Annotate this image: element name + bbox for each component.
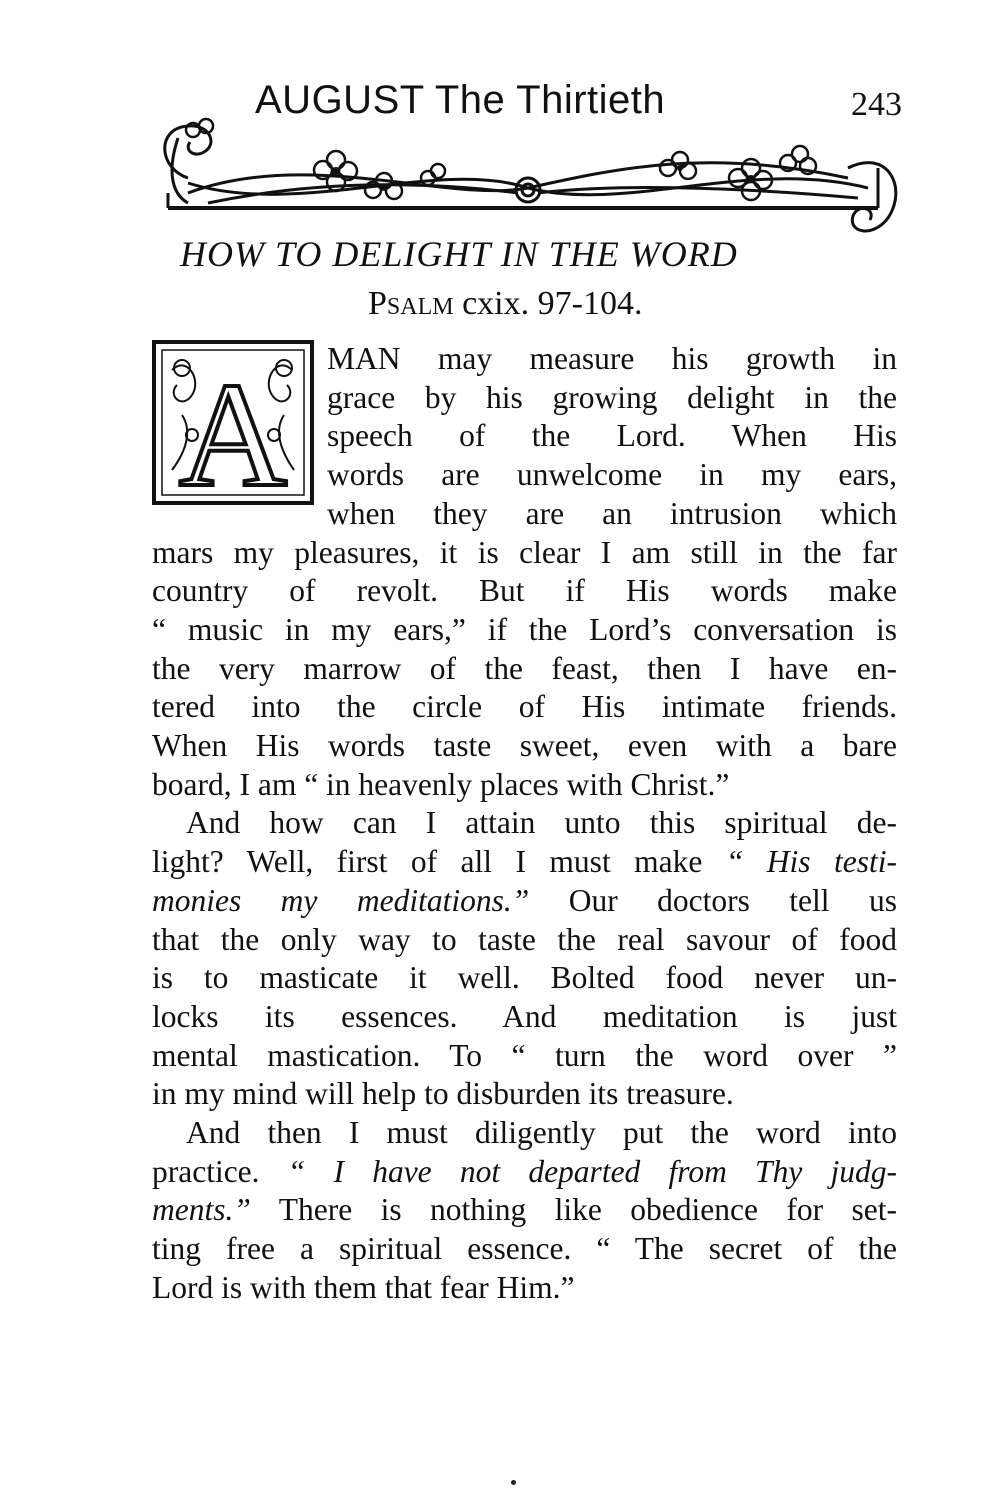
text-segment: practice.	[152, 1153, 288, 1189]
text-line: tered into the circle of His intimate friends.	[152, 689, 897, 725]
text-line	[152, 1191, 897, 1230]
text-line: in my mind will help to disburden its treasure.	[152, 1076, 734, 1112]
text-line: And then I must diligently put the word into	[186, 1115, 897, 1151]
text-segment: light? Well, first of all I must make	[152, 844, 726, 880]
drop-cap-letter: A	[178, 352, 288, 505]
text-line	[152, 882, 897, 921]
italic-quote: ments.”	[152, 1192, 251, 1228]
floral-ornament-icon	[148, 108, 900, 248]
text-line: is to masticate it well. Bolted food never un-	[152, 960, 897, 996]
text-line: mars my pleasures, it is clear I am still in the far	[152, 534, 897, 570]
scripture-book: Psalm	[368, 285, 454, 322]
scripture-reference	[368, 285, 642, 323]
text-line: And how can I attain unto this spiritual de-	[186, 805, 897, 841]
running-head: AUGUST The Thirtieth	[255, 78, 666, 122]
text-line: the very marrow of the feast, then I have en-	[152, 650, 897, 686]
italic-quote: monies my meditations.”	[152, 882, 530, 918]
page-number: 243	[851, 86, 902, 123]
text-line: When His words taste sweet, even with a bare	[152, 728, 897, 764]
paragraph-3	[152, 1114, 897, 1308]
text-line: words are unwelcome in my ears,	[327, 457, 897, 493]
text-line	[152, 843, 897, 882]
text-line: country of revolt. But if His words make	[152, 573, 897, 609]
text-line: “ music in my ears,” if the Lord’s conversation is	[152, 611, 897, 647]
text-line: board, I am “ in heavenly places with Christ.”	[152, 766, 730, 802]
italic-quote: “ I have not departed from Thy judg-	[287, 1153, 898, 1189]
text-line: that the only way to taste the real savour of food	[152, 921, 897, 957]
text-line: locks its essences. And meditation is just	[152, 998, 897, 1034]
paragraph-2	[152, 804, 897, 1114]
text-line: grace by his growing delight in the	[327, 379, 897, 415]
section-title: HOW TO DELIGHT IN THE WORD	[180, 234, 738, 274]
italic-quote: “ His testi-	[725, 844, 898, 880]
scripture-verses: cxix. 97-104.	[462, 285, 643, 322]
text-segment: There is nothing like obedience for set-	[250, 1192, 897, 1228]
body-text	[152, 340, 897, 1308]
text-line: mental mastication. To “ turn the word over ”	[152, 1037, 897, 1073]
text-line: when they are an intrusion which	[327, 495, 897, 531]
text-line: Lord is with them that fear Him.”	[152, 1269, 575, 1305]
paragraph-1	[152, 340, 897, 804]
text-line: speech of the Lord. When His	[327, 418, 897, 454]
text-line	[152, 1153, 897, 1192]
text-line: MAN may measure his growth in	[327, 341, 897, 376]
footer-mark	[511, 1480, 516, 1485]
text-line: ting free a spiritual essence. “ The secret of the	[152, 1231, 897, 1267]
text-segment: Our doctors tell us	[529, 882, 897, 918]
